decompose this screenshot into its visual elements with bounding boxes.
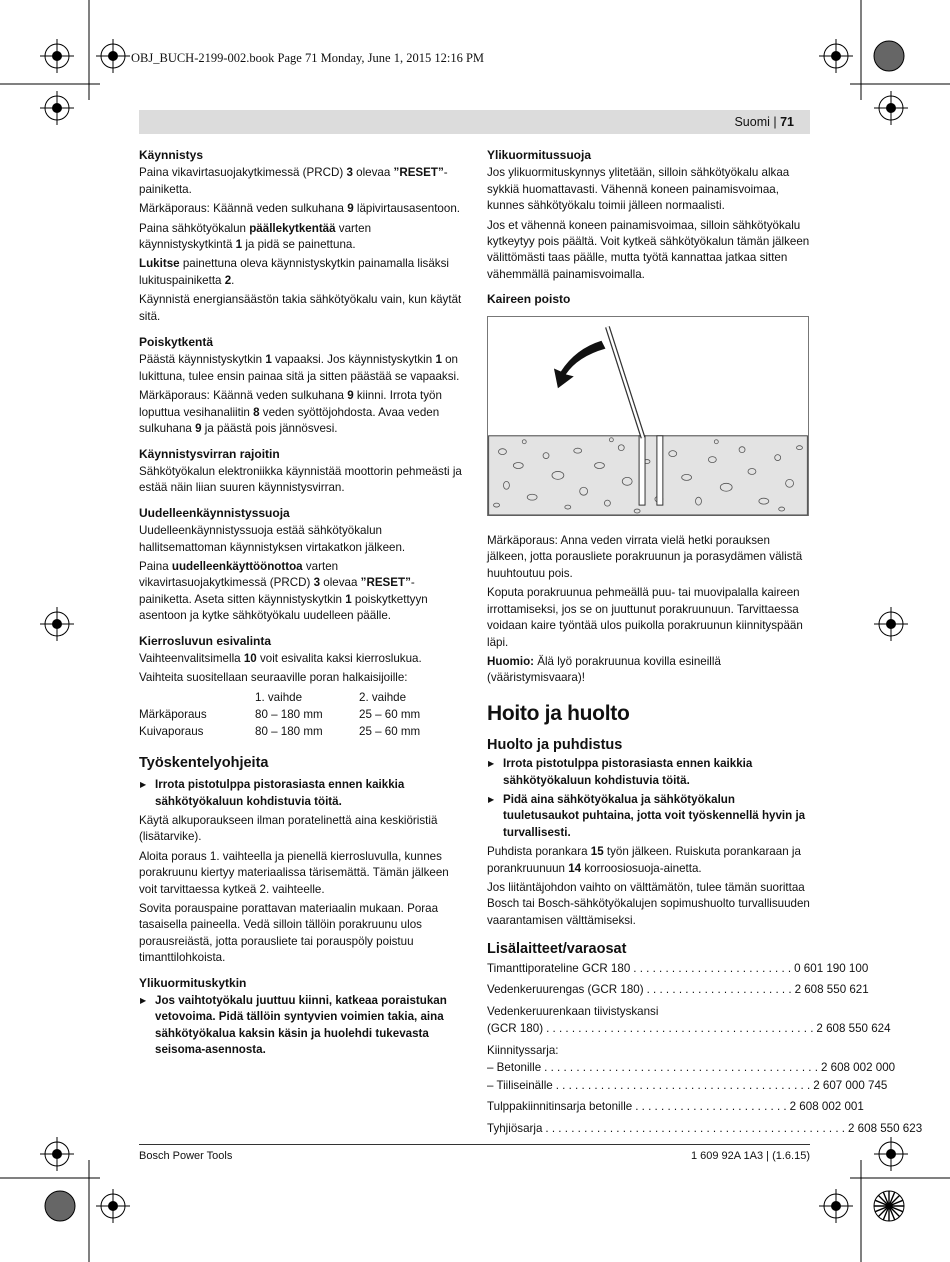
crosshair-icon <box>819 1189 853 1223</box>
registration-disc-icon <box>45 1191 75 1221</box>
list-item: – Tiiliseinälle . . . . . . . . . . . . . . . . . . . . . . . . . . . . . . . . . . . . . . . . 2 607 000 745 <box>487 1078 888 1092</box>
file-header: OBJ_BUCH-2199-002.book Page 71 Monday, June 1, 2015 12:16 PM <box>131 51 485 65</box>
section-heading: Kaireen poisto <box>487 292 571 307</box>
paragraph: Jos et vähennä koneen painamisvoimaa, silloin sähkötyökalu kytkeytyy pois päältä. Voit kytkeä sähkötyökalun tämän jälkeen välittömästi taas päälle, mutta työtä kannattaa jatkaa sitten vähemmällä painamisvoimalla. <box>487 218 810 281</box>
paragraph: Jos liitäntäjohdon vaihto on välttämätön, tulee tämän suorittaa Bosch tai Bosch-sähkötyökalujen sopimushuolto turvallisuuden vaarantamisen välttämiseksi. <box>487 880 810 927</box>
speed-table <box>139 690 420 741</box>
page-number: 71 <box>780 115 794 129</box>
table-row: Kuivaporaus 80 – 180 mm 25 – 60 mm <box>139 724 421 738</box>
crosshair-icon <box>40 607 74 641</box>
section-heading: Ylikuormituskytkin <box>139 975 247 990</box>
paragraph: Päästä käynnistyskytkin 1 vapaaksi. Jos käynnistyskytkin 1 on lukittuna, tulee ensin painaa sitä ja sitten päästää se vapaaksi. <box>139 353 460 383</box>
paragraph: Vaihteita suositellaan seuraaville poran halkaisijoille: <box>139 671 408 685</box>
paragraph: Aloita poraus 1. vaihteella ja pienellä kierrosluvulla, kunnes porakruunu kiertyy materiaalissa tärisemättä. Tämän jälkeen voit tarvittaessa kytkeä 2. vaihteelle. <box>139 849 449 896</box>
paragraph: Käytä alkuporaukseen ilman poratelinettä aina keskiöristiä (lisätarvike). <box>139 814 438 844</box>
section-heading: Ylikuormitussuoja <box>487 148 592 162</box>
paragraph: Paina vikavirtasuojakytkimessä (PRCD) 3 olevaa ”RESET”-painiketta. <box>139 166 448 196</box>
section-heading: Työskentelyohjeita <box>139 754 269 771</box>
paragraph: Märkäporaus: Käännä veden sulkuhana 9 läpivirtausasentoon. <box>139 202 460 216</box>
crosshair-icon <box>96 39 130 73</box>
paragraph: Vaihteenvalitsimella 10 voit esivalita kaksi kierroslukua. <box>139 651 422 665</box>
footer-divider <box>139 1144 810 1145</box>
paragraph: Koputa porakruunua pehmeällä puu- tai muovipalalla kaireen irrottamiseksi, jos se on juuttunut porakruunuun. Tarvittaessa voidaan kaire työntää ulos puikolla porakruunun kiinnityspään läpi. <box>487 586 803 649</box>
paragraph: Jos ylikuormituskynnys ylitetään, silloin sähkötyökalu alkaa sykkiä huomattavasti. Vähennä koneen painamisvoimaa, kunnes sähkötyökalu toimii jälleen normaalisti. <box>487 166 790 213</box>
accessory-list <box>487 961 923 1139</box>
paragraph: Sähkötyökalun elektroniikka käynnistää moottorin pehmeästi ja estää näin liian suuren käynnistysvirran. <box>139 464 462 495</box>
registration-disc-icon <box>874 41 904 71</box>
crosshair-icon <box>40 39 74 73</box>
paragraph: Lukitse painettuna oleva käynnistyskytkin painamalla lisäksi lukituspainiketta 2. <box>139 257 449 287</box>
list-item: Kiinnityssarja: <box>487 1043 559 1057</box>
crosshair-icon <box>96 1189 130 1223</box>
page-header-bar <box>139 110 810 134</box>
paragraph: Paina sähkötyökalun päällekytkentää varten käynnistyskytkintä 1 ja pidä se painettuna. <box>139 221 372 252</box>
section-heading: Huolto ja puhdistus <box>487 736 623 753</box>
paragraph: Puhdista porankara 15 työn jälkeen. Ruiskuta porankaraan ja porankruunuun 14 korroosiosuoja-ainetta. <box>487 845 801 875</box>
warning-bullet: ▶ Jos vaihtotyökalu juuttuu kiinni, katkeaa poraistukan vetovoima. Pidä tällöin syntyvien voimien takia, aina sähkötyökalua kaksin käsin ja huolehdi tukevasta seisoma-asennosta. <box>139 993 463 1059</box>
right-column <box>487 142 923 1138</box>
paragraph: Paina uudelleenkäyttöönottoa varten vikavirtasuojakytkimessä (PRCD) 3 olevaa ”RESET”-painiketta. Aseta sitten käynnistyskytkin 1 poiskytkettyyn asentoon ja kytke sähkötyökalu uudelleen päälle. <box>139 559 428 623</box>
paragraph: Käynnistä energiansäästön takia sähkötyökalu vain, kun käytät sitä. <box>139 293 462 323</box>
crosshair-icon <box>819 39 853 73</box>
list-item: Timanttiporateline GCR 180 . . . . . . . . . . . . . . . . . . . . . . . . . 0 601 190 100 <box>487 961 869 975</box>
table-row: Märkäporaus 80 – 180 mm 25 – 60 mm <box>139 707 421 721</box>
crosshair-icon <box>40 1137 74 1171</box>
paragraph: Märkäporaus: Käännä veden sulkuhana 9 kiinni. Irrota työn loputtua vesihanaliitin 8 veden syöttöjohdosta. Avaa veden sulkuhana 9 ja päästä pois jännösvesi. <box>139 389 442 436</box>
warning-bullet: ▶ Irrota pistotulppa pistorasiasta ennen kaikkia sähkötyökaluun kohdistuvia töitä. <box>487 756 811 789</box>
list-item: Tyhjiösarja . . . . . . . . . . . . . . . . . . . . . . . . . . . . . . . . . . . . . . . . . . . . . . . 2 608 550 623 <box>487 1121 923 1135</box>
list-item: (GCR 180) . . . . . . . . . . . . . . . . . . . . . . . . . . . . . . . . . . . . . . . . . . 2 608 550 624 <box>487 1022 891 1036</box>
section-heading: Lisälaitteet/varaosat <box>487 941 627 958</box>
paragraph: Märkäporaus: Anna veden virrata vielä hetki porauksen jälkeen, jotta porausliete porakruunun ja porasydämen välistä huuhtoutuu pois. <box>487 534 803 580</box>
crosshair-icon <box>40 91 74 125</box>
warning-bullet: ▶ Pidä aina sähkötyökalua ja sähkötyökalun tuuletusaukot puhtaina, jotta voit työskennellä hyvin ja turvallisesti. <box>487 792 811 841</box>
left-column <box>139 142 463 1062</box>
list-item: – Betonille . . . . . . . . . . . . . . . . . . . . . . . . . . . . . . . . . . . . . . . . . . . 2 608 002 000 <box>487 1061 896 1075</box>
section-heading: Käynnistysvirran rajoitin <box>139 446 280 461</box>
core-removal-figure <box>487 316 809 516</box>
section-heading: Kierrosluvun esivalinta <box>139 633 272 648</box>
starburst-registration-icon <box>874 1191 904 1221</box>
section-heading: Uudelleenkäynnistyssuoja <box>139 505 290 520</box>
crosshair-icon <box>874 607 908 641</box>
paragraph: Sovita porauspaine porattavan materiaalin mukaan. Poraa tasaisella paineella. Vedä silloin tällöin porakruunu ulos porausreiästä, jotta porausliete tai porauspöly poistuu timanttilohkoista. <box>139 902 439 965</box>
section-heading: Käynnistys <box>139 148 204 162</box>
table-header-row: 1. vaihde 2. vaihde <box>255 690 407 704</box>
list-item: Vedenkeruurenkaan tiivistyskansi <box>487 1004 659 1018</box>
footer-doc-number: 1 609 92A 1A3 | (1.6.15) <box>690 1150 810 1162</box>
section-heading: Poiskytkentä <box>139 335 214 350</box>
footer-brand: Bosch Power Tools <box>139 1150 233 1162</box>
crosshair-icon <box>874 1137 908 1171</box>
paragraph: Uudelleenkäynnistyssuoja estää sähkötyökalun hallitsemattoman käynnistyksen virtakatkon jälkeen. <box>139 524 406 554</box>
chapter-heading: Hoito ja huolto <box>487 701 630 725</box>
crosshair-icon <box>874 91 908 125</box>
page-header-label: Suomi | 71 <box>734 115 794 129</box>
language-label: Suomi <box>734 115 770 129</box>
list-item: Vedenkeruurengas (GCR 180) . . . . . . . . . . . . . . . . . . . . . . . 2 608 550 621 <box>487 983 869 997</box>
list-item: Tulppakiinnitinsarja betonille . . . . . . . . . . . . . . . . . . . . . . . . 2 608 002 001 <box>487 1100 864 1114</box>
warning-bullet: ▶ Irrota pistotulppa pistorasiasta ennen kaikkia sähkötyökaluun kohdistuvia töitä. <box>139 777 463 810</box>
paragraph: Huomio: Älä lyö porakruunua kovilla esineillä (vääristymisvaara)! <box>487 654 721 685</box>
